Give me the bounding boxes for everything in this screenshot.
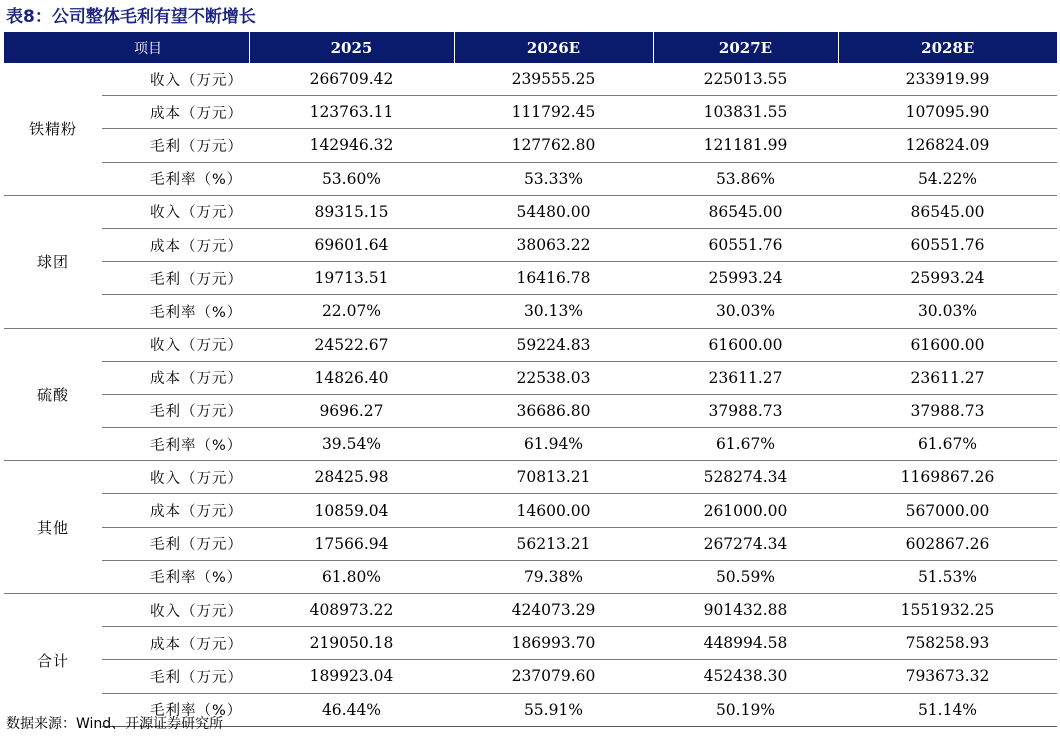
table-row bbox=[4, 494, 1057, 527]
value-cell: 602867.26 bbox=[838, 527, 1057, 560]
value-cell: 37988.73 bbox=[838, 394, 1057, 427]
value-cell: 60551.76 bbox=[653, 228, 838, 261]
value-cell: 24522.67 bbox=[249, 328, 454, 361]
value-cell: 237079.60 bbox=[454, 660, 653, 693]
value-cell: 51.14% bbox=[838, 693, 1057, 726]
value-cell: 123763.11 bbox=[249, 96, 454, 129]
metric-label: 毛利（万元） bbox=[102, 527, 249, 560]
value-cell: 38063.22 bbox=[454, 228, 653, 261]
value-cell: 54480.00 bbox=[454, 195, 653, 228]
value-cell: 758258.93 bbox=[838, 627, 1057, 660]
value-cell: 10859.04 bbox=[249, 494, 454, 527]
value-cell: 36686.80 bbox=[454, 394, 653, 427]
value-cell: 14826.40 bbox=[249, 361, 454, 394]
value-cell: 50.59% bbox=[653, 560, 838, 593]
value-cell: 408973.22 bbox=[249, 594, 454, 627]
value-cell: 61.67% bbox=[838, 428, 1057, 461]
value-cell: 30.03% bbox=[838, 295, 1057, 328]
value-cell: 225013.55 bbox=[703, 70, 788, 89]
metric-label: 毛利率（%） bbox=[102, 693, 249, 726]
value-cell: 37988.73 bbox=[653, 394, 838, 427]
value-cell: 61600.00 bbox=[653, 328, 838, 361]
value-cell: 528274.34 bbox=[653, 461, 838, 494]
value-cell: 79.38% bbox=[454, 560, 653, 593]
metric-label: 毛利（万元） bbox=[102, 394, 249, 427]
metric-label: 毛利率（%） bbox=[102, 560, 249, 593]
table-row bbox=[4, 627, 1057, 660]
value-cell: 121181.99 bbox=[653, 129, 838, 162]
value-cell: 9696.27 bbox=[249, 394, 454, 427]
source-note: 数据来源：Wind、开源证券研究所 bbox=[6, 716, 224, 732]
metric-label: 毛利率（%） bbox=[102, 162, 249, 195]
metric-label: 收入（万元） bbox=[102, 461, 249, 494]
value-cell: 61600.00 bbox=[838, 328, 1057, 361]
group-label: 铁精粉 bbox=[28, 120, 77, 139]
value-cell: 61.67% bbox=[653, 428, 838, 461]
value-cell: 261000.00 bbox=[653, 494, 838, 527]
group-label: 其他 bbox=[4, 461, 102, 594]
value-cell: 126824.09 bbox=[838, 129, 1057, 162]
metric-label: 成本（万元） bbox=[102, 96, 249, 129]
value-cell: 39.54% bbox=[249, 428, 454, 461]
metric-label: 毛利（万元） bbox=[102, 129, 249, 162]
value-cell: 60551.76 bbox=[838, 228, 1057, 261]
table-row bbox=[4, 328, 1057, 361]
metric-label: 成本（万元） bbox=[102, 494, 249, 527]
value-cell: 86545.00 bbox=[653, 195, 838, 228]
table-row bbox=[4, 262, 1057, 295]
header-row bbox=[4, 32, 1057, 63]
value-cell: 22.07% bbox=[249, 295, 454, 328]
header-year: 2026E bbox=[454, 32, 653, 63]
value-cell: 16416.78 bbox=[454, 262, 653, 295]
value-cell: 22538.03 bbox=[454, 361, 653, 394]
value-cell: 233919.99 bbox=[905, 70, 990, 89]
value-cell: 53.33% bbox=[454, 162, 653, 195]
table-row bbox=[4, 461, 1057, 494]
value-cell: 17566.94 bbox=[249, 527, 454, 560]
value-cell: 61.80% bbox=[249, 560, 454, 593]
value-cell: 567000.00 bbox=[838, 494, 1057, 527]
value-cell: 25993.24 bbox=[838, 262, 1057, 295]
value-cell: 1551932.25 bbox=[838, 594, 1057, 627]
header-year: 2028E bbox=[838, 32, 1057, 63]
group-label: 球团 bbox=[4, 195, 102, 328]
value-cell: 23611.27 bbox=[838, 361, 1057, 394]
value-cell: 25993.24 bbox=[653, 262, 838, 295]
table-title: 表8：公司整体毛利有望不断增长 bbox=[6, 7, 256, 27]
value-cell: 61.94% bbox=[454, 428, 653, 461]
value-cell: 424073.29 bbox=[454, 594, 653, 627]
value-cell: 793673.32 bbox=[838, 660, 1057, 693]
metric-label: 成本（万元） bbox=[102, 228, 249, 261]
table-row bbox=[4, 394, 1057, 427]
value-cell: 266709.42 bbox=[309, 70, 394, 89]
value-cell: 50.19% bbox=[653, 693, 838, 726]
value-cell: 54.22% bbox=[838, 162, 1057, 195]
value-cell: 107095.90 bbox=[838, 96, 1057, 129]
value-cell: 51.53% bbox=[838, 560, 1057, 593]
table-row bbox=[4, 594, 1057, 627]
value-cell: 30.03% bbox=[653, 295, 838, 328]
value-cell: 89315.15 bbox=[249, 195, 454, 228]
table-row bbox=[4, 63, 1057, 96]
metric-label: 毛利（万元） bbox=[102, 262, 249, 295]
value-cell: 19713.51 bbox=[249, 262, 454, 295]
value-cell: 1169867.26 bbox=[838, 461, 1057, 494]
table-row bbox=[4, 295, 1057, 328]
value-cell: 267274.34 bbox=[653, 527, 838, 560]
value-cell: 53.86% bbox=[653, 162, 838, 195]
value-cell: 86545.00 bbox=[838, 195, 1057, 228]
table-row bbox=[4, 428, 1057, 461]
group-label: 合计 bbox=[4, 594, 102, 727]
value-cell: 69601.64 bbox=[249, 228, 454, 261]
table-body bbox=[4, 63, 1057, 726]
metric-label: 毛利（万元） bbox=[102, 660, 249, 693]
metric-label: 成本（万元） bbox=[102, 627, 249, 660]
value-cell: 59224.83 bbox=[454, 328, 653, 361]
value-cell: 56213.21 bbox=[454, 527, 653, 560]
value-cell: 448994.58 bbox=[653, 627, 838, 660]
metric-label: 收入（万元） bbox=[102, 328, 249, 361]
group-label: 硫酸 bbox=[4, 328, 102, 461]
value-cell: 239555.25 bbox=[511, 70, 596, 89]
value-cell: 23611.27 bbox=[653, 361, 838, 394]
gross-profit-table bbox=[4, 32, 1057, 727]
table-row bbox=[4, 361, 1057, 394]
value-cell: 142946.32 bbox=[249, 129, 454, 162]
header-item: 项目 bbox=[4, 32, 249, 63]
table-row bbox=[4, 96, 1057, 129]
value-cell: 28425.98 bbox=[249, 461, 454, 494]
value-cell: 53.60% bbox=[249, 162, 454, 195]
value-cell: 186993.70 bbox=[454, 627, 653, 660]
table-row bbox=[4, 527, 1057, 560]
value-cell: 46.44% bbox=[249, 693, 454, 726]
header-year: 2027E bbox=[653, 32, 838, 63]
value-cell: 70813.21 bbox=[454, 461, 653, 494]
value-cell: 901432.88 bbox=[653, 594, 838, 627]
value-cell: 452438.30 bbox=[653, 660, 838, 693]
metric-label: 毛利率（%） bbox=[102, 428, 249, 461]
table-row bbox=[4, 660, 1057, 693]
table-row bbox=[4, 195, 1057, 228]
table-row bbox=[4, 162, 1057, 195]
table-row bbox=[4, 560, 1057, 593]
value-cell: 55.91% bbox=[454, 693, 653, 726]
value-cell: 14600.00 bbox=[454, 494, 653, 527]
metric-label: 毛利率（%） bbox=[102, 295, 249, 328]
value-cell: 127762.80 bbox=[454, 129, 653, 162]
value-cell: 103831.55 bbox=[653, 96, 838, 129]
table-row bbox=[4, 228, 1057, 261]
metric-label: 收入（万元） bbox=[102, 594, 249, 627]
value-cell: 30.13% bbox=[454, 295, 653, 328]
value-cell: 219050.18 bbox=[249, 627, 454, 660]
header-year: 2025 bbox=[249, 32, 454, 63]
value-cell: 111792.45 bbox=[454, 96, 653, 129]
metric-label: 收入（万元） bbox=[150, 72, 243, 89]
table-row bbox=[4, 129, 1057, 162]
value-cell: 189923.04 bbox=[249, 660, 454, 693]
metric-label: 收入（万元） bbox=[102, 195, 249, 228]
metric-label: 成本（万元） bbox=[102, 361, 249, 394]
